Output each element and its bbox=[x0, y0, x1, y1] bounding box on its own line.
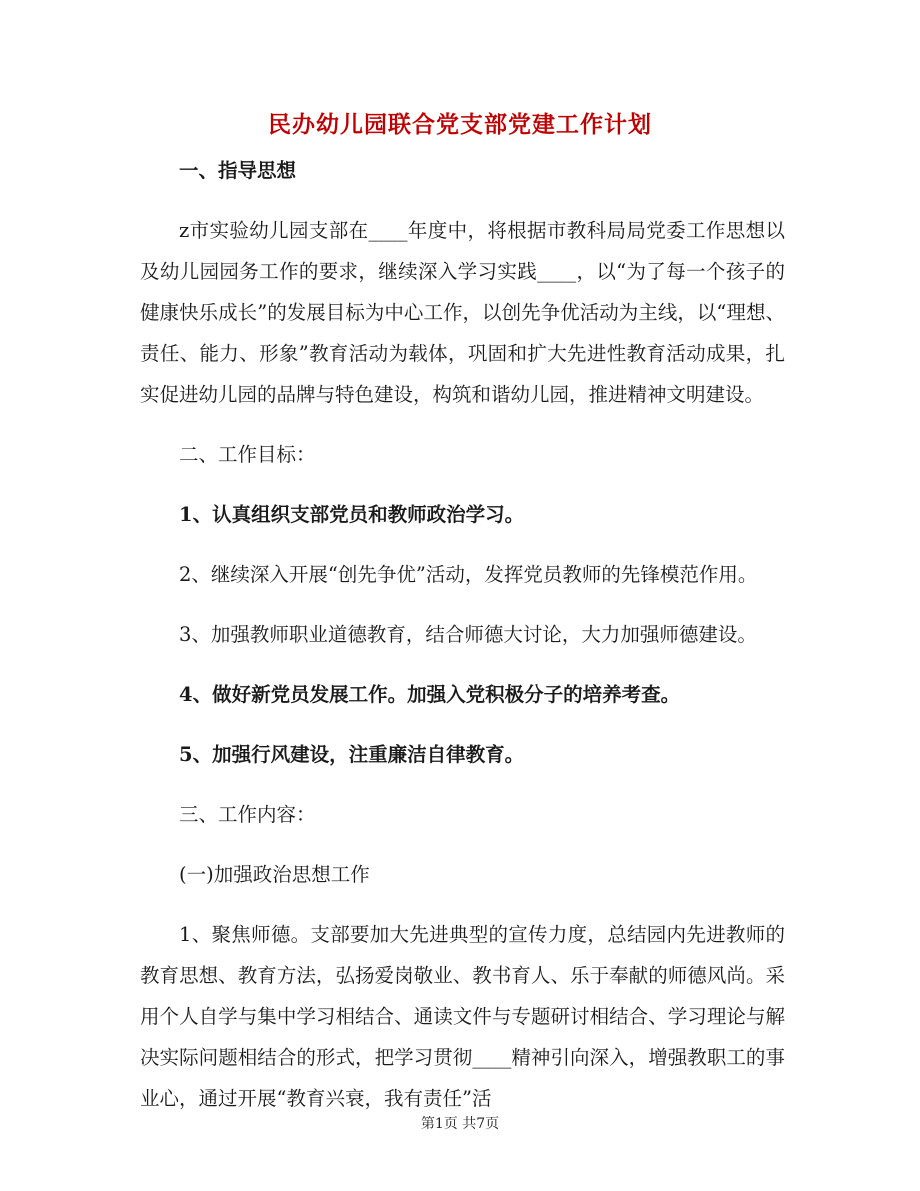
paragraph: 1、认真组织支部党员和教师政治学习。 bbox=[179, 503, 525, 526]
paragraph: 2、继续深入开展“创先争优”活动，发挥党员教师的先锋模范作用。 bbox=[179, 563, 758, 586]
paragraph: 一、指导思想 bbox=[179, 159, 297, 182]
paragraph: 3、加强教师职业道德教育，结合师德大讨论，大力加强师德建设。 bbox=[179, 623, 757, 646]
paragraph: 二、工作目标： bbox=[179, 443, 316, 466]
page-footer: 第1页 共7页 bbox=[420, 1116, 500, 1132]
paragraph: 4、做好新党员发展工作。加强入党积极分子的培养考查。 bbox=[179, 683, 681, 706]
paragraph: 1、聚焦师德。支部要加大先进典型的宣传力度，总结园内先进教师的教育思想、教育方法，弘扬爱岗敬业、教书育人、乐于奉献的师德风尚。采用个人自学与集中学习相结合、通读文件与专题研讨相结合、学习理论与解决实际问题相结合的形式，把学习贯彻____精神引向深入，增强教职工的事业心，通过开展“教育兴衰，我有责任”活 bbox=[140, 923, 785, 1110]
paragraph: z市实验幼儿园支部在____年度中，将根据市教科局局党委工作思想以及幼儿园园务工作的要求，继续深入学习实践____，以“为了每一个孩子的健康快乐成长”的发展目标为中心工作，以创先争优活动为主线，以“理想、责任、能力、形象”教育活动为载体，巩固和扩大先进性教育活动成果，扎实促进幼儿园的品牌与特色建设，构筑和谐幼儿园，推进精神文明建设。 bbox=[140, 219, 785, 406]
paragraph: 三、工作内容： bbox=[179, 803, 316, 826]
document-title: 民办幼儿园联合党支部党建工作计划 bbox=[268, 111, 652, 138]
document-body bbox=[140, 150, 785, 1138]
paragraph: 5、加强行风建设，注重廉洁自律教育。 bbox=[179, 743, 525, 766]
paragraph: (一)加强政治思想工作 bbox=[179, 863, 370, 886]
